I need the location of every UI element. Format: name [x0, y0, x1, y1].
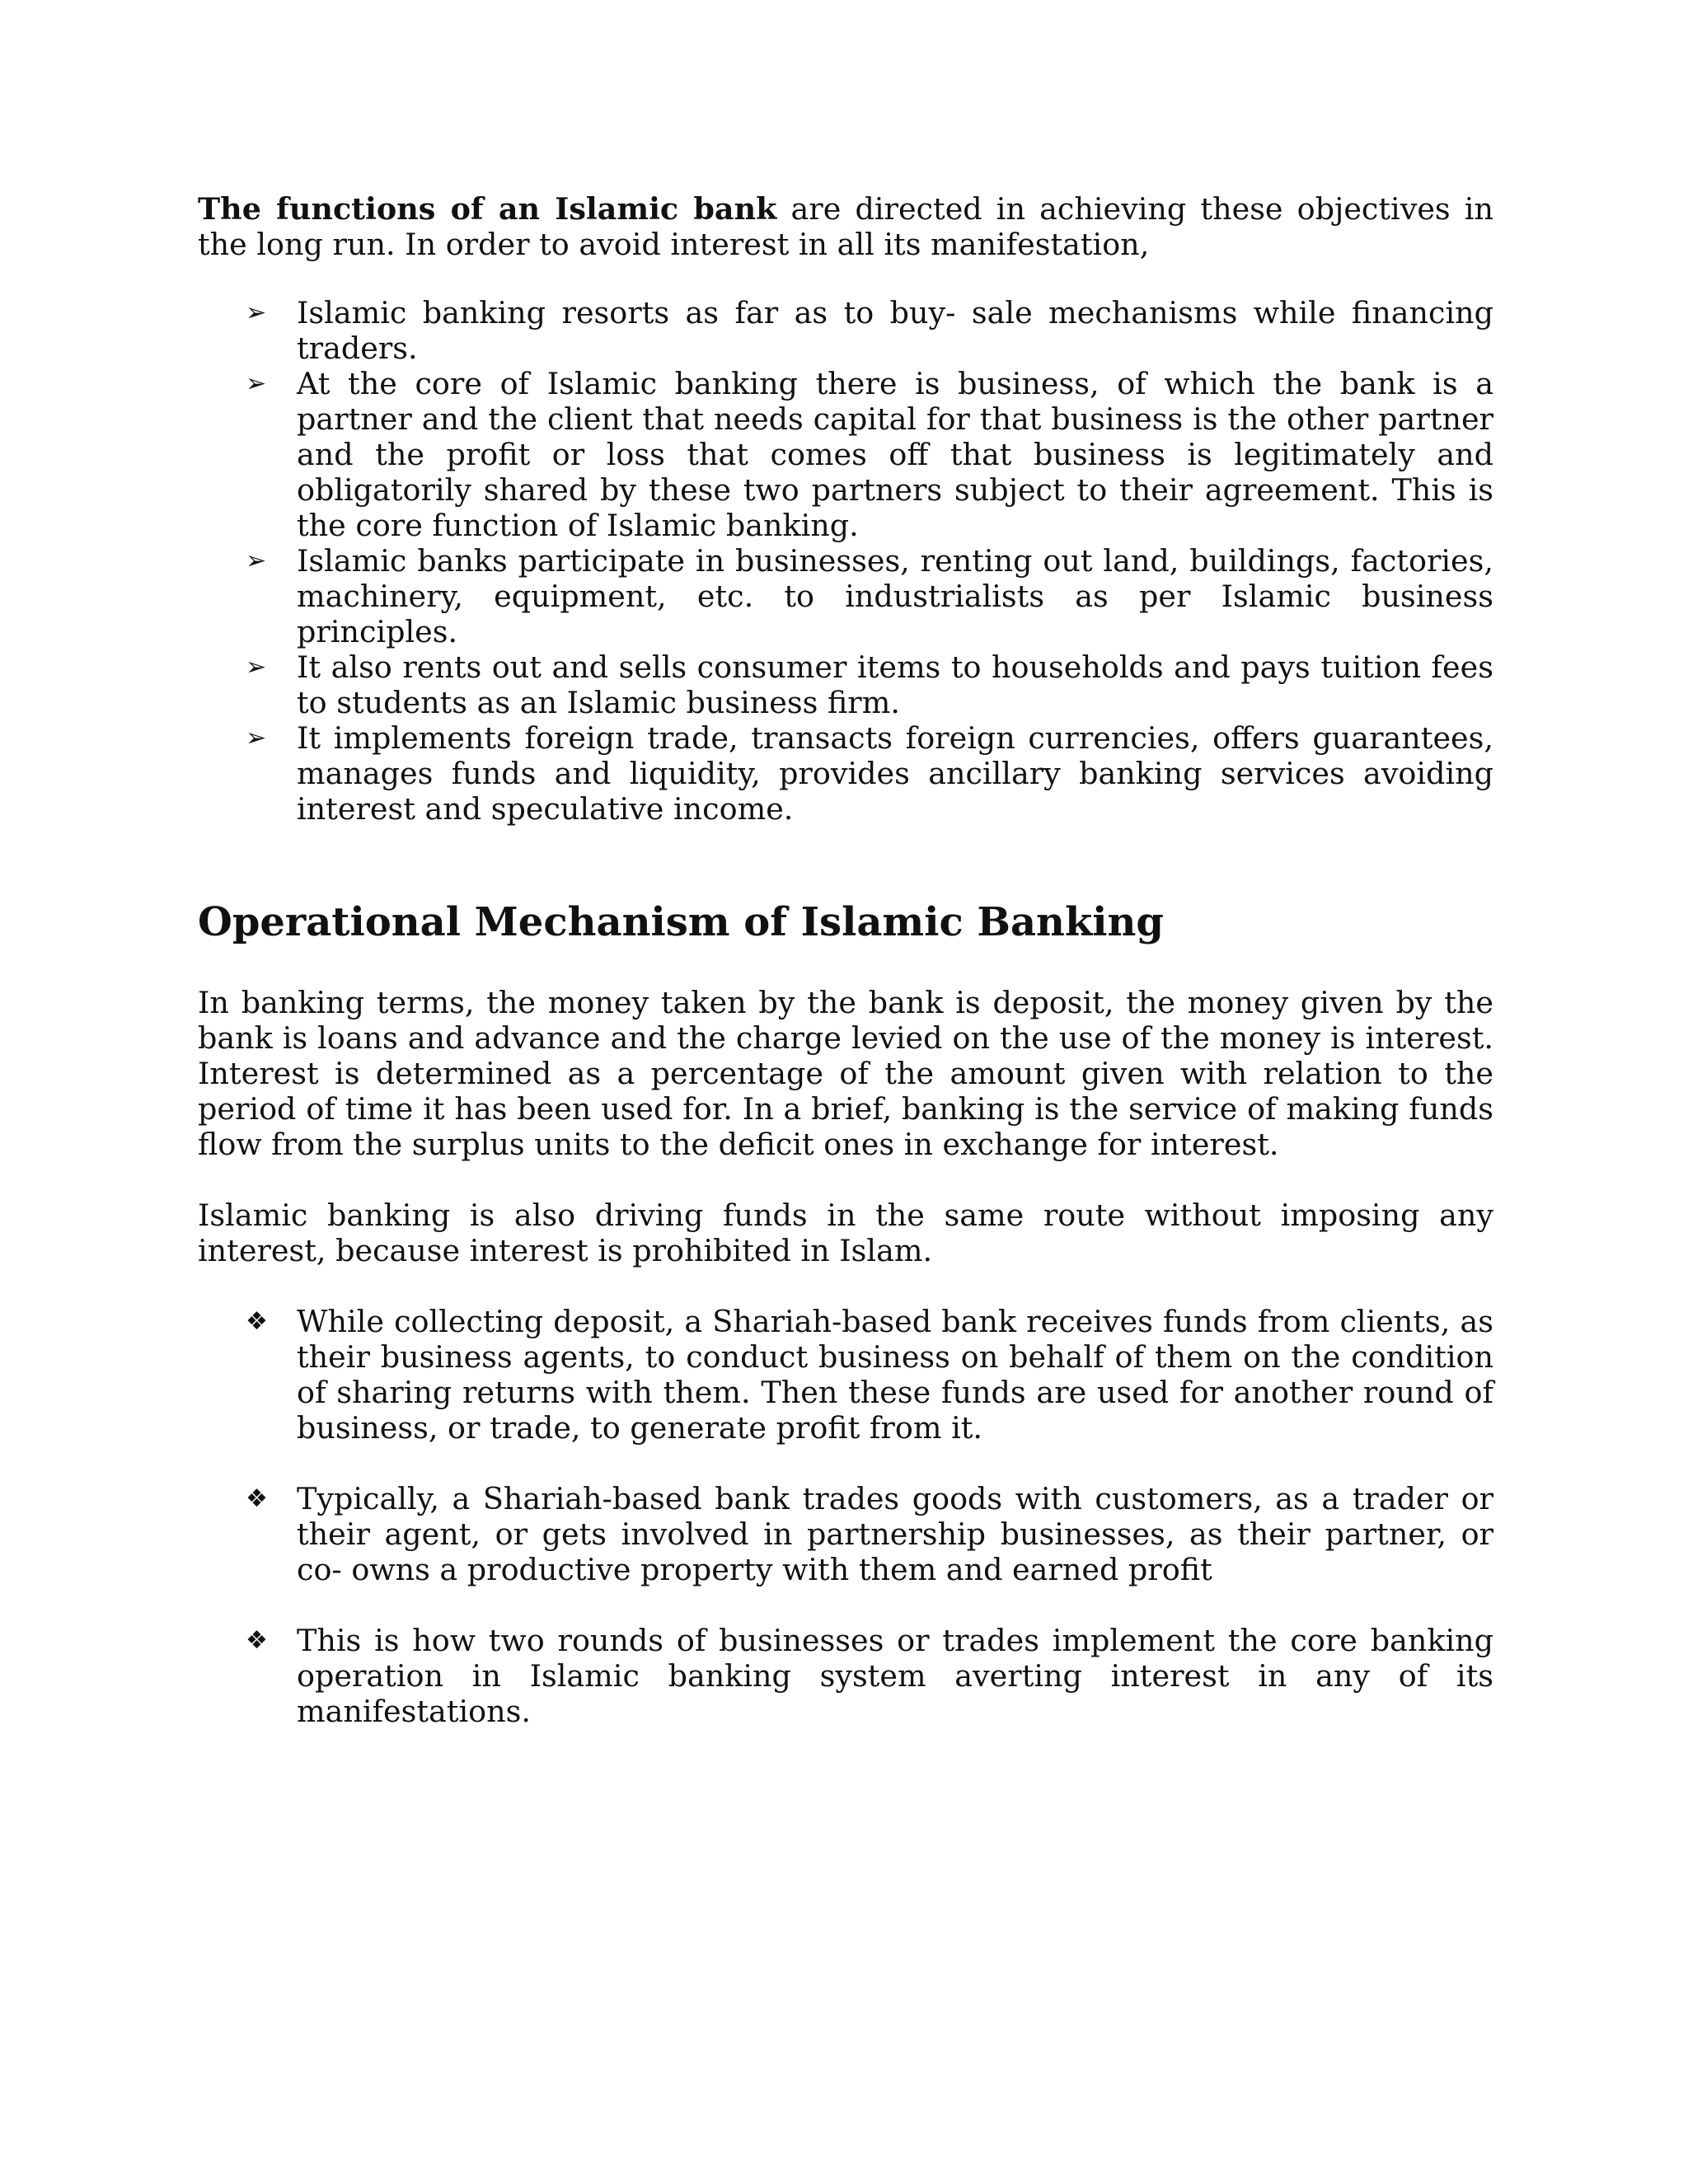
diamond-bullet-icon: ❖: [246, 1484, 268, 1513]
list-item-text: It implements foreign trade, transacts foreign currencies, offers guarantees, manages funds and liquidity, provides ancillary banking services avoiding interest and speculative income.: [297, 720, 1493, 827]
list-item-text: Islamic banking resorts as far as to buy- sale mechanisms while financing traders.: [297, 295, 1493, 366]
list-item-text: This is how two rounds of businesses or trades implement the core banking operation in Islamic banking system averting interest in any of its manifestations.: [297, 1623, 1493, 1729]
list-item: [246, 1304, 1493, 1446]
list-item-text: It also rents out and sells consumer items to households and pays tuition fees to students as an Islamic business firm.: [297, 649, 1493, 720]
diamond-bullet-icon: ❖: [246, 1626, 268, 1655]
list-item: [246, 649, 1493, 720]
arrow-bullet-icon: ➢: [246, 298, 267, 327]
diamond-bullet-icon: ❖: [246, 1307, 268, 1336]
list-item-text: At the core of Islamic banking there is business, of which the bank is a partner and the client that needs capital for that business is the other partner and the profit or loss that comes off that business is legitimately and obligatorily shared by these two partners subject to their agreement. This is the core function of Islamic banking.: [297, 366, 1493, 543]
arrow-bullet-icon: ➢: [246, 369, 267, 398]
arrow-bullet-icon: ➢: [246, 653, 267, 682]
list-item-text: Islamic banks participate in businesses, renting out land, buildings, factories, machinery, equipment, etc. to industrialists as per Islamic business principles.: [297, 543, 1493, 649]
body-paragraph: In banking terms, the money taken by the bank is deposit, the money given by the bank is loans and advance and the charge levied on the use of the money is interest. Interest is determined as a percentage of the amount given with relation to the period of time it has been used for. In a brief, banking is the service of making funds flow from the surplus units to the deficit ones in exchange for interest.: [198, 985, 1493, 1162]
list-item: [246, 1481, 1493, 1587]
list-item: [246, 543, 1493, 649]
list-item-text: Typically, a Shariah-based bank trades goods with customers, as a trader or their agent, or gets involved in partnership businesses, as their partner, or co- owns a productive property with them and earned profit: [297, 1481, 1493, 1587]
arrow-bullet-icon: ➢: [246, 546, 267, 575]
intro-bold-lead: The functions of an Islamic bank: [198, 191, 777, 227]
document-page: [198, 191, 1493, 1765]
list-item: [246, 720, 1493, 827]
mechanism-list: [198, 1304, 1493, 1729]
arrow-bullet-icon: ➢: [246, 724, 267, 752]
functions-list: [198, 295, 1493, 827]
intro-text: are directed in achieving these objectives in the long run. In order to avoid interest in all its manifestation,: [198, 191, 1493, 262]
list-item: [246, 1623, 1493, 1729]
list-item: [246, 366, 1493, 543]
list-item: [246, 295, 1493, 366]
intro-paragraph: [198, 191, 1493, 262]
body-paragraph: Islamic banking is also driving funds in the same route without imposing any interest, because interest is prohibited in Islam.: [198, 1197, 1493, 1268]
list-item-text: While collecting deposit, a Shariah-based bank receives funds from clients, as their business agents, to conduct business on behalf of them on the condition of sharing returns with them. Then these funds are used for another round of business, or trade, to generate profit from it.: [297, 1304, 1493, 1446]
section-heading: Operational Mechanism of Islamic Banking: [198, 899, 1164, 945]
